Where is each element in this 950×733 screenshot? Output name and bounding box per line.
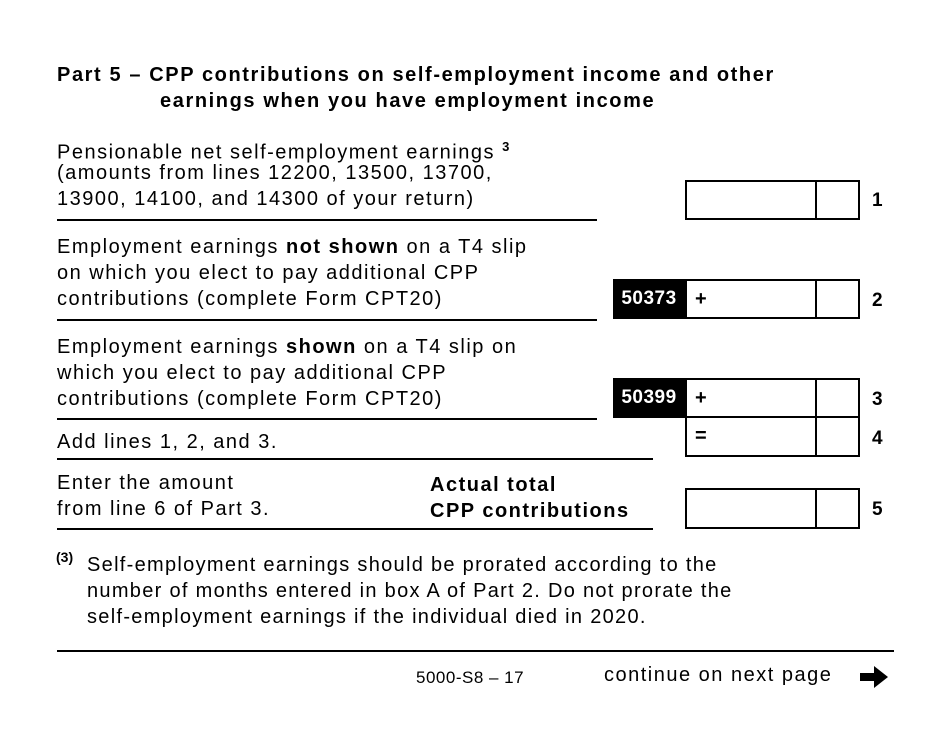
line1-number: 1 <box>872 190 883 211</box>
line5-rule <box>57 528 653 530</box>
line4-number: 4 <box>872 428 883 449</box>
line3-cents-divider <box>815 378 817 418</box>
line4-amount-field[interactable] <box>685 416 860 457</box>
line2-code-label: 50373 <box>613 279 685 319</box>
continue-text: continue on next page <box>604 664 833 686</box>
line2-text-2: on which you elect to pay additional CPP <box>57 262 480 284</box>
line2-plus-sign: + <box>695 288 707 310</box>
line5-label-2: CPP contributions <box>430 500 630 522</box>
line1-amount-field[interactable] <box>685 180 860 220</box>
line1-rule <box>57 219 597 221</box>
footnote-marker: (3) <box>56 549 74 565</box>
line1-text-1: Pensionable net self-employment earnings $^3$ <box>57 139 511 164</box>
line1-text-2: (amounts from lines 12200, 13500, 13700, <box>57 162 493 184</box>
line3-amount-field[interactable] <box>685 378 860 418</box>
line4-text: Add lines 1, 2, and 3. <box>57 431 278 453</box>
line1-cents-divider <box>815 180 817 220</box>
footnote-line3: self-employment earnings if the individual died in 2020. <box>87 606 647 628</box>
line5-number: 5 <box>872 499 883 520</box>
part-title-line2: earnings when you have employment income <box>160 90 656 112</box>
line3-text-2: which you elect to pay additional CPP <box>57 362 448 384</box>
line3-code-label: 50399 <box>613 378 685 418</box>
line2-text-1: Employment earnings not shown on a T4 slip <box>57 236 528 258</box>
footnote-ref: 3 <box>502 139 511 154</box>
line5-text-2: from line 6 of Part 3. <box>57 498 271 520</box>
line5-amount-field[interactable] <box>685 488 860 529</box>
line2-amount-field[interactable] <box>685 279 860 319</box>
page-id: 5000-S8 – 17 <box>416 668 525 687</box>
line3-rule <box>57 418 597 420</box>
line3-text-3: contributions (complete Form CPT20) <box>57 388 443 410</box>
line4-cents-divider <box>815 416 817 457</box>
line2-cents-divider <box>815 279 817 319</box>
line5-label-1: Actual total <box>430 474 557 496</box>
line2-number: 2 <box>872 290 883 311</box>
line2-rule <box>57 319 597 321</box>
line3-text-1: Employment earnings shown on a T4 slip on <box>57 336 518 358</box>
line3-plus-sign: + <box>695 387 707 409</box>
line3-number: 3 <box>872 389 883 410</box>
line1-text-3: 13900, 14100, and 14300 of your return) <box>57 188 475 210</box>
right-arrow-icon <box>858 664 890 690</box>
footer-rule <box>57 650 894 652</box>
line5-cents-divider <box>815 488 817 529</box>
line5-text-1: Enter the amount <box>57 472 235 494</box>
footnote-line1: Self-employment earnings should be prorated according to the <box>87 554 718 576</box>
line2-text-3: contributions (complete Form CPT20) <box>57 288 443 310</box>
part-title-line1: Part 5 – CPP contributions on self-employment income and other <box>57 64 775 86</box>
footnote-line2: number of months entered in box A of Part 2. Do not prorate the <box>87 580 733 602</box>
line4-rule <box>57 458 653 460</box>
line4-equals-sign: = <box>695 425 707 447</box>
